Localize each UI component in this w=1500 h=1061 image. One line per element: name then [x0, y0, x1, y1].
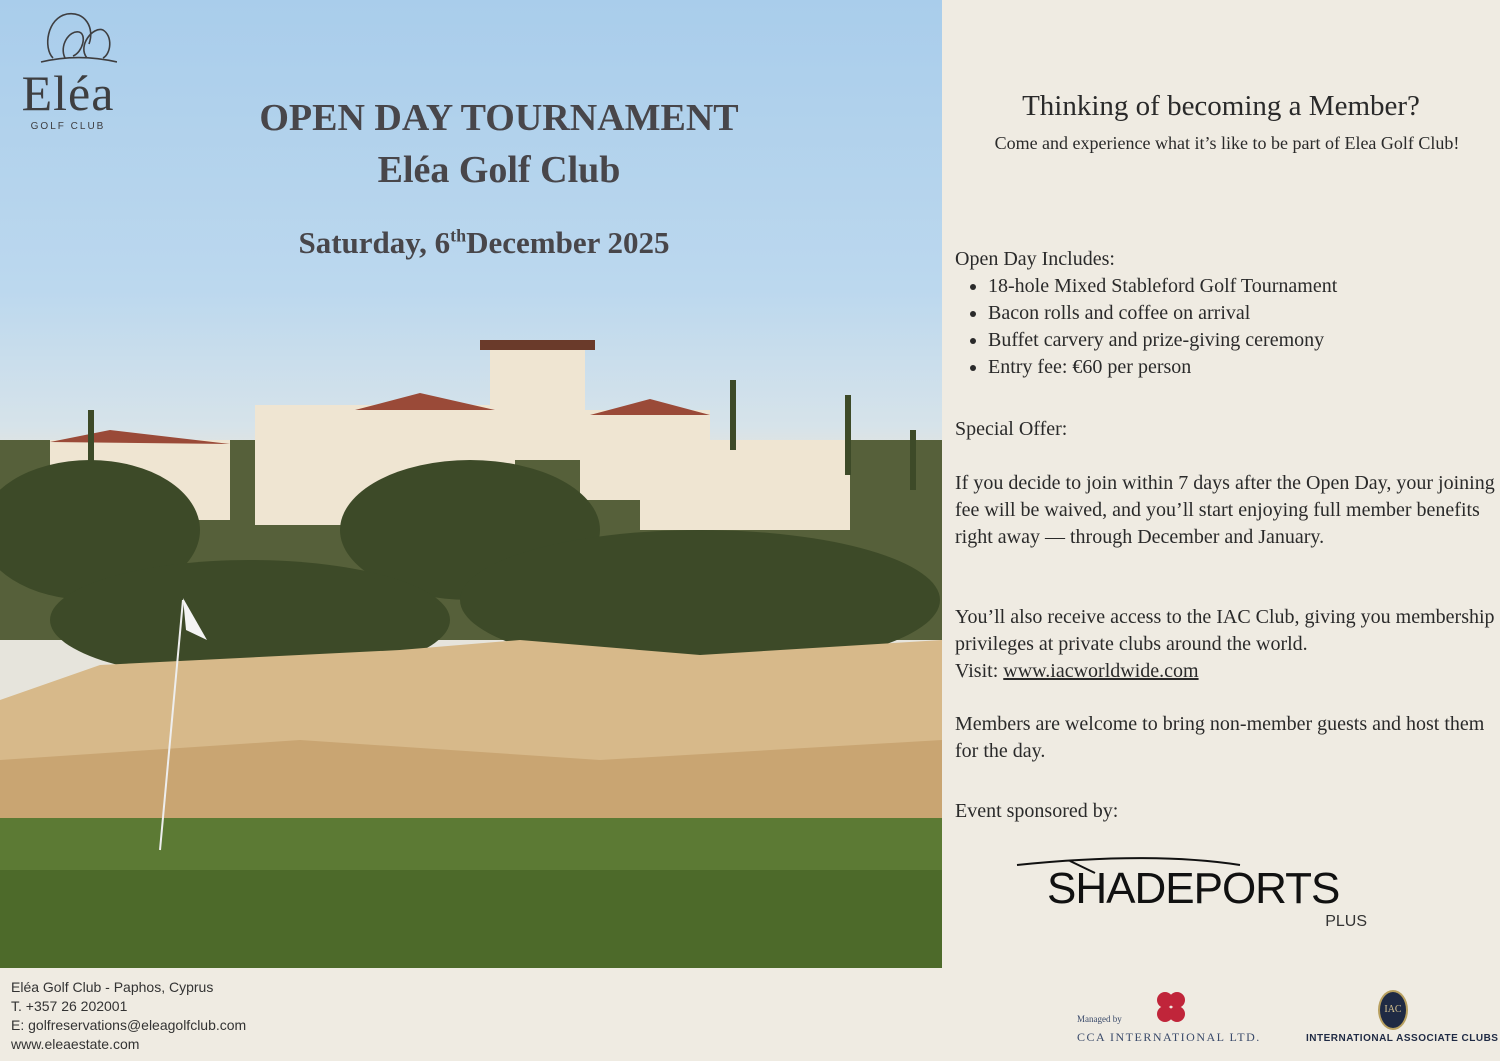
footer-phone: T. +357 26 202001	[11, 998, 128, 1014]
guests-text: Members are welcome to bring non-member guests and host them for the day.	[955, 713, 1485, 762]
iac-monogram: IAC	[1378, 990, 1408, 1030]
date-month-year: December 2025	[466, 225, 670, 260]
footer-website: www.eleaestate.com	[11, 1036, 140, 1052]
event-title: OPEN DAY TOURNAMENT	[259, 97, 739, 139]
visit-label: Visit:	[955, 660, 1004, 682]
footer-contact	[11, 978, 246, 1054]
cca-name: CCA INTERNATIONAL LTD.	[1077, 1030, 1261, 1044]
list-item: • Entry fee: €60 per person	[988, 354, 1495, 381]
offer-text: If you decide to join within 7 days after the Open Day, your joining fee will be waived, and you’ll start enjoying full member benefits right away — through December and January.	[955, 472, 1495, 548]
date-day: Saturday, 6	[298, 225, 451, 260]
logo-mark-icon	[37, 8, 117, 64]
list-item: • Buffet carvery and prize-giving ceremony	[988, 327, 1495, 354]
member-question: Thinking of becoming a Member?	[1022, 90, 1420, 122]
tagline: Come and experience what it’s like to be part of Elea Golf Club!	[994, 133, 1460, 153]
iac-paragraph	[955, 604, 1495, 685]
includes-heading: Open Day Includes:	[955, 248, 1115, 270]
footer-email: E: golfreservations@eleagolfclub.com	[11, 1017, 247, 1033]
iac-text: You’ll also receive access to the IAC Club, giving you membership privileges at private clubs around the world.	[955, 606, 1495, 655]
list-item: • 18-hole Mixed Stableford Golf Tournament	[988, 273, 1495, 300]
shadeports-logo	[1015, 855, 1375, 935]
club-title: Eléa Golf Club	[377, 149, 621, 191]
offer-heading: Special Offer:	[955, 418, 1068, 440]
iac-name: INTERNATIONAL ASSOCIATE CLUBS	[1306, 1033, 1499, 1044]
includes-list	[955, 273, 1495, 381]
iac-logo	[1300, 988, 1499, 1048]
event-date	[0, 225, 942, 261]
sponsor-name: SHADEPORTS	[1047, 864, 1340, 913]
sponsor-sub: PLUS	[1325, 913, 1367, 930]
footer-address: Eléa Golf Club - Paphos, Cyprus	[11, 979, 214, 995]
includes-section	[955, 246, 1495, 381]
cca-logo	[1077, 990, 1277, 1050]
managed-by-label: Managed by	[1077, 1014, 1122, 1024]
list-item: • Bacon rolls and coffee on arrival	[988, 300, 1495, 327]
iac-link[interactable]: www.iacworldwide.com	[1003, 660, 1199, 682]
logo-name: Eléa	[21, 65, 115, 121]
flower-icon	[1153, 990, 1189, 1026]
date-suffix: th	[450, 225, 467, 246]
sponsor-heading: Event sponsored by:	[955, 800, 1119, 822]
logo-sub: GOLF CLUB	[30, 121, 106, 132]
